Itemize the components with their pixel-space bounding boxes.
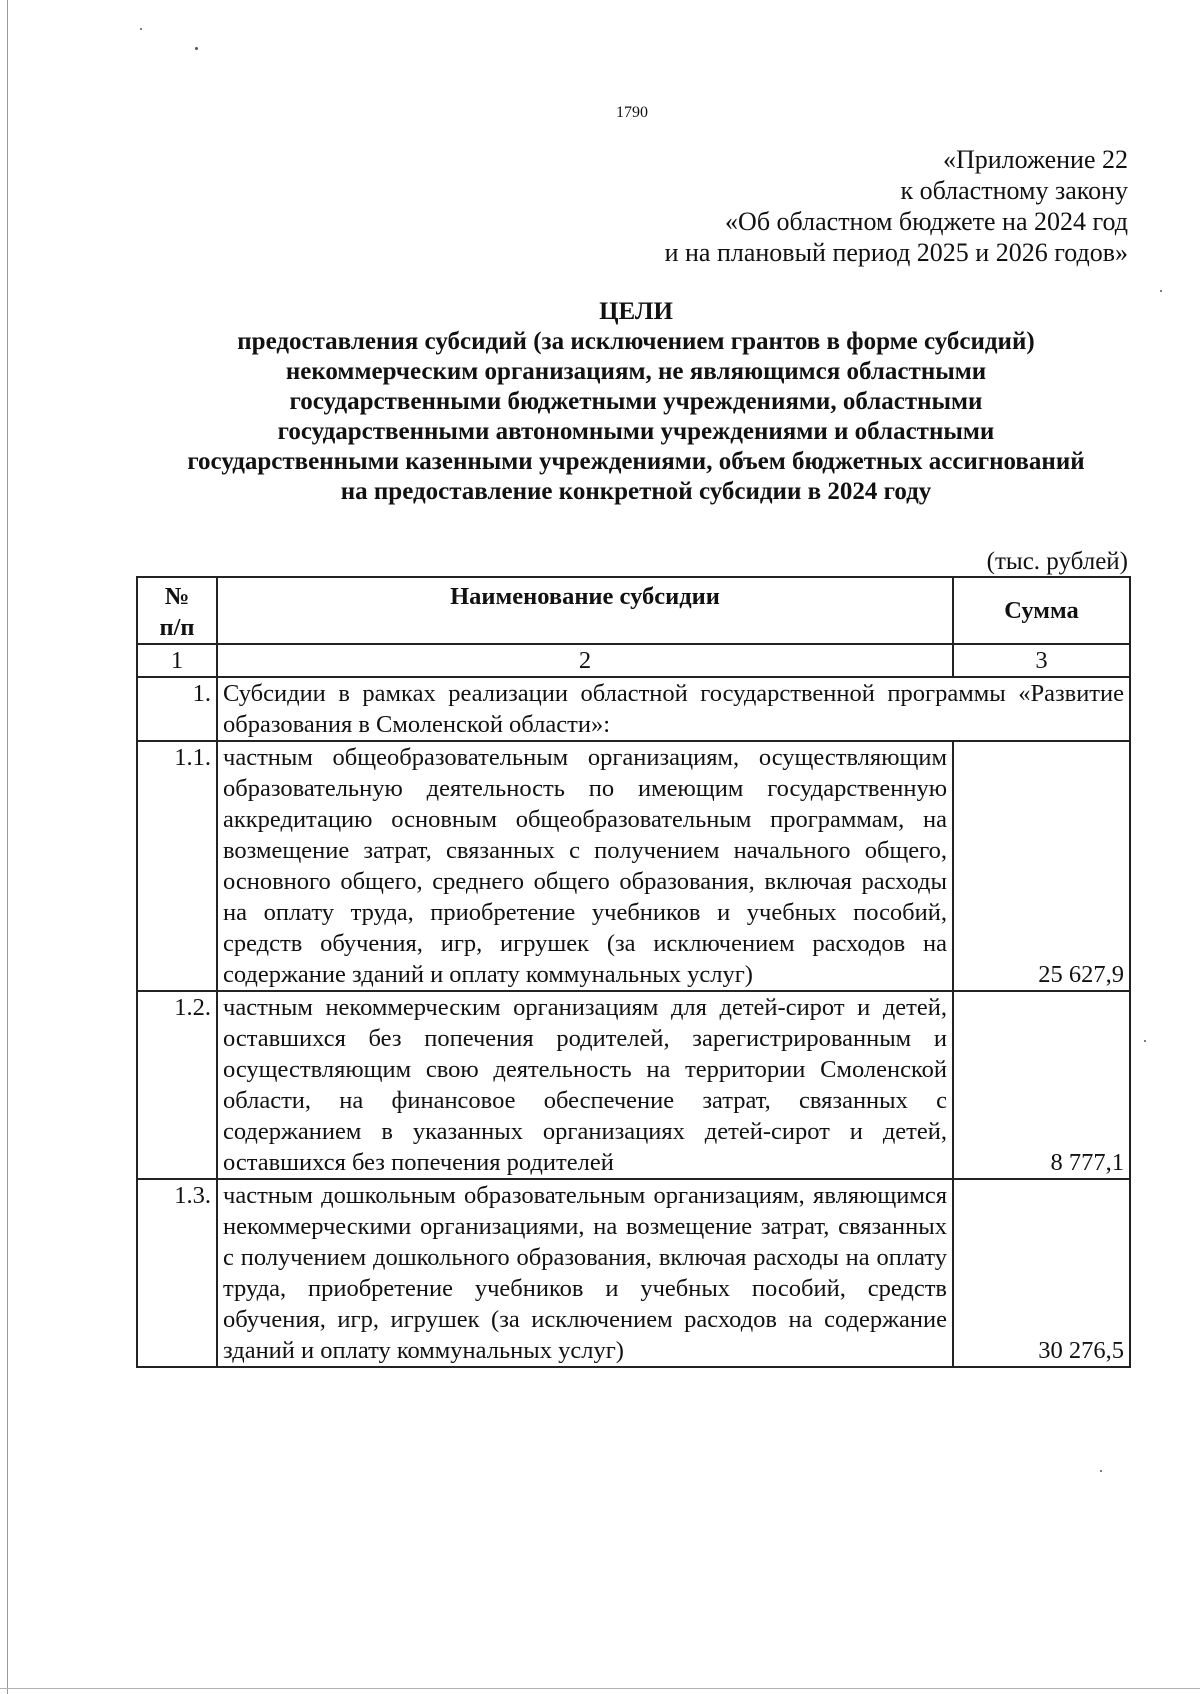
- table-header-row: [137, 577, 1130, 644]
- row-num: 1.3.: [137, 1179, 217, 1367]
- scan-speck: [1160, 290, 1162, 292]
- row-text: частным общеобразовательным организациям, осуществляющим образовательную деятельность по имеющим государственную аккредитацию основным общеобразовательным программам, на возмещение затрат, связанных с получением начального общего, основного общего, среднего общего образования, включая расходы на оплату труда, приобретение учебников и учебных пособий, средств обучения, игр, игрушек (за исключением расходов на содержание зданий и оплату коммунальных услуг): [217, 741, 953, 991]
- appendix-line: и на плановый период 2025 и 2026 годов»: [664, 238, 1128, 267]
- appendix-reference: [665, 144, 1128, 268]
- column-number: 1: [137, 644, 217, 677]
- table-group-row: [137, 677, 1130, 741]
- header-num-cell: [137, 577, 217, 644]
- title-line: предоставления субсидий (за исключением грантов в форме субсидий): [237, 328, 1035, 355]
- scan-speck: [1144, 1040, 1146, 1042]
- group-text: Субсидии в рамках реализации областной государственной программы «Развитие образования в Смоленской области»:: [217, 677, 1130, 741]
- scan-bottom-edge: [0, 1688, 1200, 1689]
- row-sum: 30 276,5: [953, 1179, 1130, 1367]
- appendix-line: к областному закону: [900, 176, 1128, 205]
- title-line: государственными бюджетными учреждениями, областными: [289, 388, 983, 415]
- row-num: 1.1.: [137, 741, 217, 991]
- column-number: 3: [953, 644, 1130, 677]
- title-heading: ЦЕЛИ: [599, 298, 673, 325]
- scan-speck: [1100, 1470, 1102, 1472]
- row-text: частным дошкольным образовательным организациям, являющимся некоммерческими организациями, на возмещение затрат, связанных с получением дошкольного образования, включая расходы на оплату труда, приобретение учебников и учебных пособий, средств обучения, игр, игрушек (за исключением расходов на содержание зданий и оплату коммунальных услуг): [217, 1179, 953, 1367]
- header-num-abbr: п/п: [159, 614, 195, 641]
- header-sum-cell: Сумма: [953, 577, 1130, 644]
- unit-label: (тыс. рублей): [986, 548, 1128, 575]
- row-text: частным некоммерческим организациям для детей-сирот и детей, оставшихся без попечения родителей, зарегистрированным и осуществляющим свою деятельность на территории Смоленской области, на финансовое обеспечение затрат, связанных с содержанием в указанных организациях детей-сирот и детей, оставшихся без попечения родителей: [217, 991, 953, 1179]
- title-line: некоммерческим организациям, не являющимся областными: [285, 358, 987, 385]
- subsidy-table: [136, 576, 1131, 1368]
- table-row: [137, 991, 1130, 1179]
- document-title: [120, 297, 1152, 507]
- header-name-cell: Наименование субсидии: [217, 577, 953, 644]
- page-number: 1790: [616, 104, 648, 121]
- column-number-row: [137, 644, 1130, 677]
- table-row: [137, 1179, 1130, 1367]
- scan-left-edge: [7, 0, 8, 1694]
- appendix-line: «Приложение 22: [942, 145, 1128, 174]
- scan-speck: [195, 47, 198, 50]
- title-line: государственными автономными учреждениями и областными: [277, 418, 995, 445]
- scan-speck: [140, 28, 142, 30]
- appendix-line: «Об областном бюджете на 2024 год: [725, 207, 1128, 236]
- row-sum: 25 627,9: [953, 741, 1130, 991]
- row-num: 1.2.: [137, 991, 217, 1179]
- title-line: государственными казенными учреждениями, объем бюджетных ассигнований: [187, 448, 1085, 475]
- column-number: 2: [217, 644, 953, 677]
- title-line: на предоставление конкретной субсидии в 2024 году: [340, 478, 932, 505]
- header-num-symbol: №: [164, 583, 190, 610]
- table-row: [137, 741, 1130, 991]
- row-sum: 8 777,1: [953, 991, 1130, 1179]
- group-num: 1.: [137, 677, 217, 741]
